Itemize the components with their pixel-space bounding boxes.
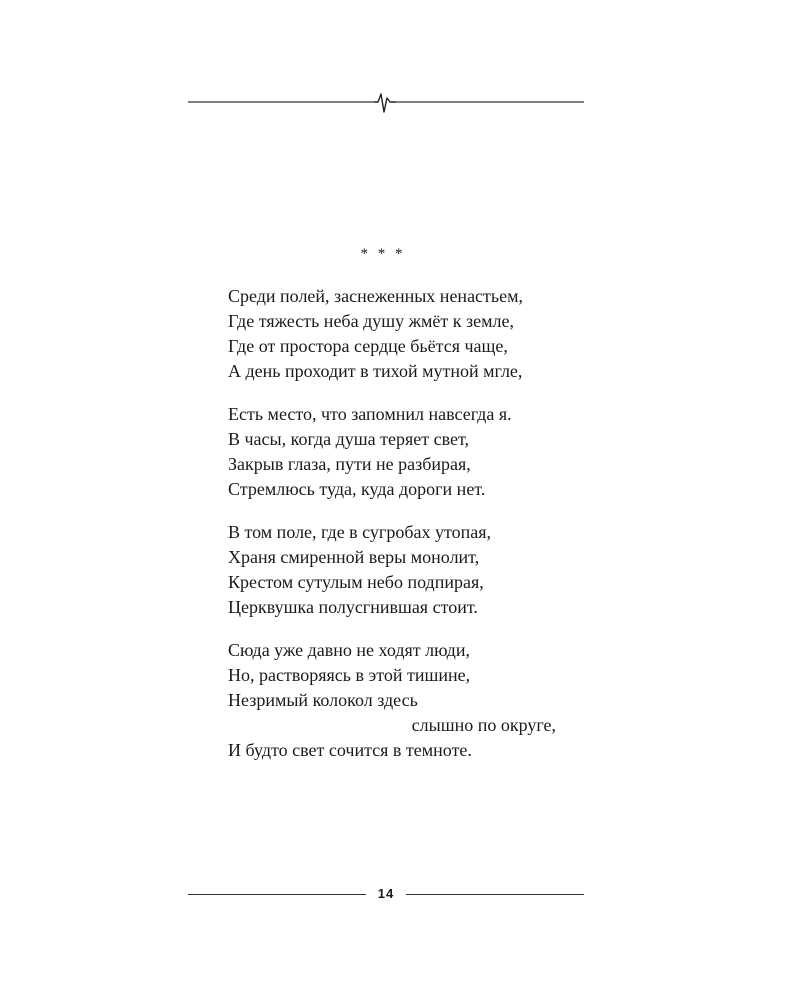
poem-line: Есть место, что запомнил навсегда я. [228,404,512,424]
heartbeat-divider-icon [188,88,584,116]
poem-line: В том поле, где в сугробах утопая, [228,522,491,542]
poem-title-asterisks: * * * [360,246,406,262]
poem-line: И будто свет сочится в темноте. [228,740,472,760]
poem-line: Храня смиренной веры монолит, [228,547,480,567]
poem-line: Где тяжесть неба душу жмёт к земле, [228,311,514,331]
poem-line: В часы, когда душа теряет свет, [228,429,469,449]
page-footer [188,884,584,904]
poem-line: Среди полей, заснеженных ненастьем, [228,286,523,306]
poem-line: Крестом сутулым небо подпирая, [228,572,484,592]
stanza-2 [228,402,568,502]
header-ornament [188,88,584,116]
footer-rule-right [406,894,584,895]
poem-line: Незримый колокол здесь [228,690,418,710]
footer-rule-left [188,894,366,895]
poem-line: Закрыв глаза, пути не разбирая, [228,454,471,474]
stanza-4 [228,638,568,763]
poem-line: Церквушка полусгнившая стоит. [228,597,478,617]
poem [228,244,568,781]
poem-line: А день проходит в тихой мутной мгле, [228,361,523,381]
stanza-1 [228,284,568,384]
poem-line: Сюда уже давно не ходят люди, [228,640,470,660]
poem-line: Где от простора сердце бьётся чаще, [228,336,508,356]
stanza-3 [228,520,568,620]
poem-line: Но, растворяясь в этой тишине, [228,665,471,685]
poem-line: Стремлюсь туда, куда дороги нет. [228,479,486,499]
page-number: 14 [377,886,395,901]
poem-line-indented: слышно по округе, [411,715,556,735]
